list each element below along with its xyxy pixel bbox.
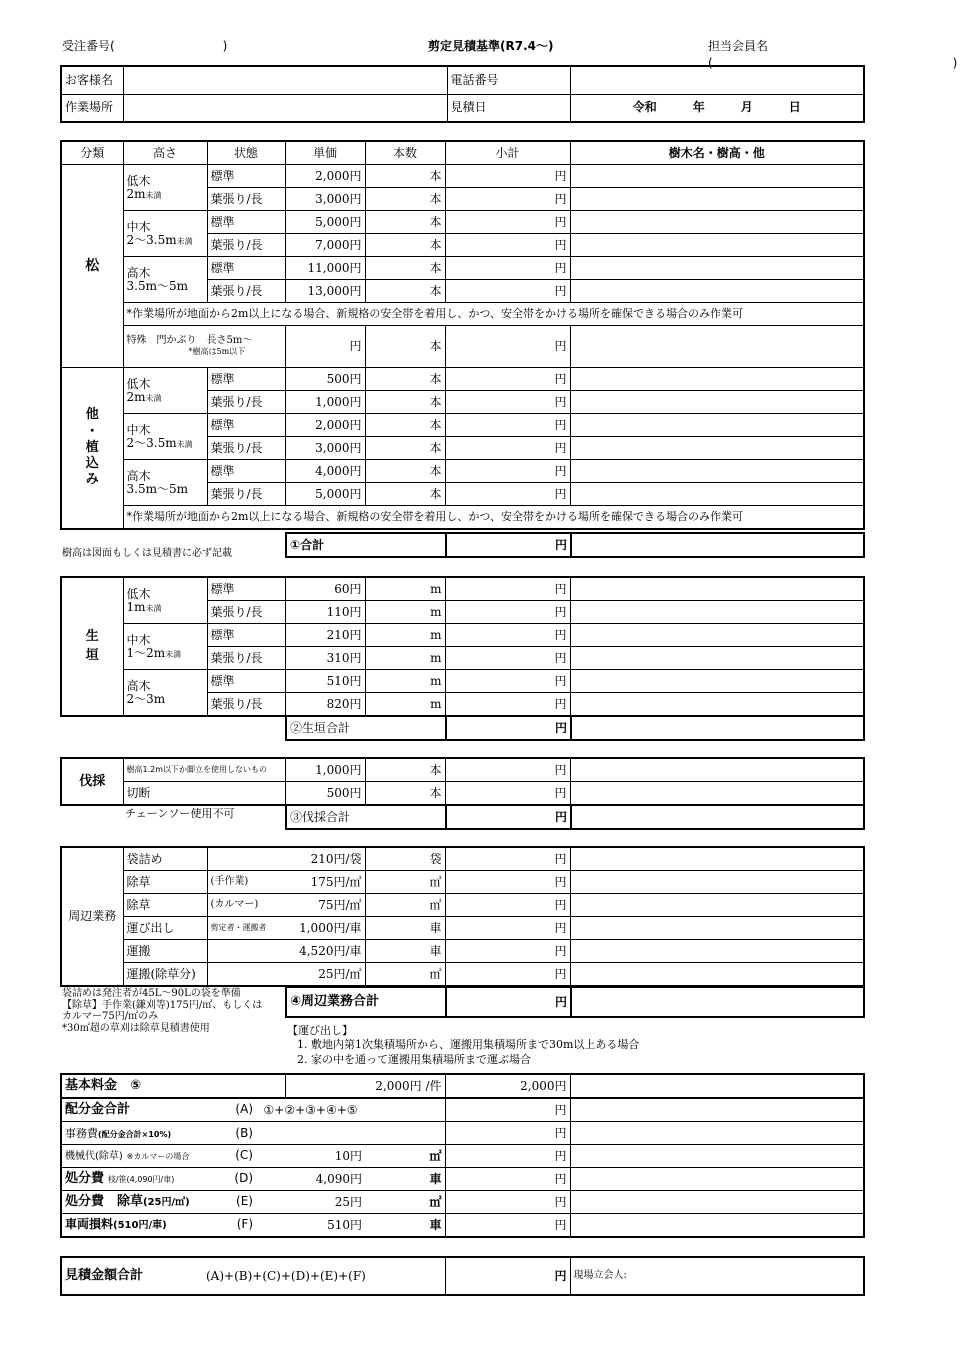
customer-info-table (60, 65, 865, 123)
summary-value[interactable]: 円 (445, 1191, 570, 1214)
summary-label-cell (61, 1122, 256, 1145)
notes-cell[interactable] (570, 460, 864, 483)
count-cell[interactable]: 本 (365, 165, 445, 188)
price-cell: 2,000円 (285, 414, 365, 437)
subtotal-cell[interactable]: 円 (445, 483, 570, 506)
state-cell: 葉張り/長 (207, 391, 285, 414)
count-cell[interactable]: 本 (365, 391, 445, 414)
summary-value[interactable]: 円 (445, 1214, 570, 1238)
state-cell: 標準 (207, 624, 285, 647)
height-range: 2〜3.5m (126, 435, 177, 450)
notes-cell[interactable] (570, 1214, 864, 1238)
price-cell: 1,000円/車 (285, 917, 365, 940)
summary-label-cell (61, 1168, 256, 1191)
hedge-total-value[interactable]: 円 (446, 716, 571, 740)
category-char: 植 (85, 439, 99, 455)
peripheral-note: *30㎡超の草刈は除草見積書使用 (62, 1022, 210, 1034)
height-label: 高木 (126, 265, 151, 280)
felling-total-notes[interactable] (571, 805, 864, 829)
felling-row-label: 切断 (123, 782, 285, 806)
category-char: 垣 (85, 647, 99, 663)
subtotal-cell[interactable]: 円 (445, 437, 570, 460)
height-label: 中木 (126, 632, 151, 647)
summary-label: 機械代(除草) (65, 1151, 123, 1163)
total1-value[interactable]: 円 (446, 533, 571, 557)
summary-unit: ㎡ (365, 1191, 445, 1214)
subtotal-cell[interactable]: 円 (445, 963, 570, 987)
carry-title: 【運び出し】 (287, 1024, 353, 1037)
subtotal-cell[interactable]: 円 (445, 624, 570, 647)
height-range: 1〜2m (126, 645, 166, 660)
item-sub: 剪定者・運搬者 (207, 917, 285, 940)
felling-total-table (285, 804, 865, 830)
state-cell: 標準 (207, 165, 285, 188)
page-title: 剪定見積基準(R7.4〜) (428, 39, 554, 53)
summary-code: (C) (235, 1148, 253, 1163)
date-field[interactable]: 令和 年 月 日 (570, 94, 864, 122)
count-cell[interactable]: 車 (365, 917, 445, 940)
price-cell: 3,000円 (285, 188, 365, 211)
felling-total-value[interactable]: 円 (446, 805, 571, 829)
notes-cell[interactable] (570, 894, 864, 917)
price-cell: 500円 (285, 782, 365, 806)
subtotal-cell[interactable]: 円 (445, 326, 570, 368)
felling-table (60, 757, 865, 806)
state-cell: 標準 (207, 368, 285, 391)
height-range: 2m (126, 389, 146, 404)
state-cell: 葉張り/長 (207, 483, 285, 506)
item-label: 除草 (123, 894, 207, 917)
summary-code: (F) (236, 1217, 253, 1232)
notes-cell[interactable] (570, 368, 864, 391)
notes-cell[interactable] (570, 693, 864, 717)
price-cell: 4,520円/車 (207, 940, 365, 963)
peripheral-total-label: ④周辺業務合計 (286, 987, 446, 1017)
phone-field[interactable] (570, 66, 864, 94)
special-text: 特殊 門かぶり 長さ5m〜 (126, 335, 253, 346)
hedge-total-table (285, 715, 865, 741)
item-label: 運搬 (123, 940, 207, 963)
subtotal-cell[interactable]: 円 (445, 391, 570, 414)
customer-label: お客様名 (61, 66, 123, 94)
summary-value[interactable]: 円 (445, 1098, 570, 1122)
height-tail: 未満 (145, 603, 162, 613)
base-fee-total: 2,000円 (445, 1074, 570, 1098)
carry-note: 1. 敷地内第1次集積場所から、運搬用集積場所まで30m以上ある場合 (297, 1038, 640, 1052)
price-cell: 11,000円 (285, 257, 365, 280)
col-notes: 樹木名・樹高・他 (570, 141, 864, 165)
item-label: 運び出し (123, 917, 207, 940)
count-cell[interactable]: 袋 (365, 847, 445, 871)
grand-total-table (60, 1256, 865, 1296)
col-category: 分類 (61, 141, 123, 165)
height-tail: 未満 (176, 439, 193, 449)
col-state: 状態 (207, 141, 285, 165)
count-cell[interactable]: m (365, 647, 445, 670)
summary-mid (256, 1122, 365, 1145)
item-label: 袋詰め (123, 847, 207, 871)
count-cell[interactable]: 本 (365, 437, 445, 460)
subtotal-cell[interactable]: 円 (445, 758, 570, 782)
total1-notes[interactable] (571, 533, 864, 557)
customer-field[interactable] (123, 66, 447, 94)
price-cell: 1,000円 (285, 391, 365, 414)
hedge-total-notes[interactable] (571, 716, 864, 740)
height-label: 低木 (126, 586, 151, 601)
subtotal-cell[interactable]: 円 (445, 368, 570, 391)
notes-cell[interactable] (570, 257, 864, 280)
height-tail: 未満 (165, 649, 182, 659)
total1-label: ①合計 (286, 533, 446, 557)
summary-label: 処分費 除草 (65, 1194, 144, 1210)
category-felling: 伐採 (61, 758, 123, 805)
notes-cell[interactable] (570, 601, 864, 624)
subtotal-cell[interactable]: 円 (445, 894, 570, 917)
summary-label-small: 枝/笹(4,090円/車) (107, 1175, 175, 1185)
price-cell: 75円/㎡ (285, 894, 365, 917)
hedge-table (60, 576, 865, 717)
witness-field[interactable]: 現場立会人: (570, 1257, 864, 1295)
height-cell (123, 165, 207, 211)
price-cell: 820円 (285, 693, 365, 717)
notes-cell[interactable] (570, 414, 864, 437)
peripheral-note: カルマー75円/㎡のみ (62, 1011, 159, 1022)
summary-value[interactable]: 円 (445, 1145, 570, 1168)
count-cell[interactable]: m (365, 577, 445, 601)
height-label: 低木 (126, 376, 151, 391)
tree-table (60, 140, 865, 530)
height-range: 1m (126, 599, 146, 614)
height-label: 高木 (126, 678, 151, 693)
subtotal-cell[interactable]: 円 (445, 460, 570, 483)
notes-cell[interactable] (570, 1191, 864, 1214)
safety-note: *作業場所が地面から2m以上になる場合、新規格の安全帯を着用し、かつ、安全帯をかける場所を確保できる場合のみ作業可 (123, 303, 864, 326)
state-cell: 標準 (207, 414, 285, 437)
summary-label-small: (配分金合計×10%) (98, 1129, 172, 1139)
count-cell[interactable]: 本 (365, 188, 445, 211)
category-char: ・ (85, 423, 99, 439)
price-cell: 4,000円 (285, 460, 365, 483)
col-price: 単価 (285, 141, 365, 165)
count-cell[interactable]: m (365, 670, 445, 693)
summary-mid: 25円 (256, 1191, 365, 1214)
total1-table (285, 532, 865, 558)
col-count: 本数 (365, 141, 445, 165)
price-cell: 5,000円 (285, 483, 365, 506)
category-char: 他 (85, 407, 99, 423)
category-peripheral: 周辺業務 (61, 847, 123, 986)
state-cell: 標準 (207, 577, 285, 601)
category-char: 生 (85, 629, 99, 645)
price-cell: 7,000円 (285, 234, 365, 257)
count-cell[interactable]: 本 (365, 234, 445, 257)
count-cell[interactable]: 車 (365, 940, 445, 963)
notes-cell[interactable] (570, 940, 864, 963)
state-cell: 葉張り/長 (207, 437, 285, 460)
height-label: 低木 (126, 173, 151, 188)
summary-label-cell (61, 1098, 256, 1122)
carry-note: 2. 家の中を通って運搬用集積場所まで運ぶ場合 (297, 1052, 531, 1066)
category-char: 込 (85, 456, 99, 472)
notes-cell[interactable] (570, 963, 864, 987)
member-name: 担当会員名( ) (708, 39, 958, 70)
price-cell: 1,000円 (285, 758, 365, 782)
subtotal-cell[interactable]: 円 (445, 670, 570, 693)
notes-cell[interactable] (570, 165, 864, 188)
notes-cell[interactable] (570, 437, 864, 460)
summary-table (60, 1073, 865, 1238)
height-label: 中木 (126, 422, 151, 437)
felling-total-label: ③伐採合計 (286, 805, 446, 829)
special-label (123, 326, 285, 368)
height-cell (123, 460, 207, 506)
category-hedge (61, 577, 123, 716)
height-range: 3.5m〜5m (126, 481, 188, 496)
notes-cell[interactable] (570, 280, 864, 303)
count-cell[interactable]: m (365, 693, 445, 717)
price-cell: 210円/袋 (207, 847, 365, 871)
order-number: 受注番号( ) (62, 39, 228, 53)
summary-label-cell (61, 1145, 256, 1168)
state-cell: 葉張り/長 (207, 647, 285, 670)
price-cell: 500円 (285, 368, 365, 391)
phone-label: 電話番号 (447, 66, 570, 94)
count-cell[interactable]: 本 (365, 280, 445, 303)
count-cell[interactable]: ㎡ (365, 894, 445, 917)
subtotal-cell[interactable]: 円 (445, 847, 570, 871)
count-cell[interactable]: 本 (365, 758, 445, 782)
price-cell: 2,000円 (285, 165, 365, 188)
price-cell: 310円 (285, 647, 365, 670)
date-label: 見積日 (447, 94, 570, 122)
summary-code: (E) (236, 1194, 253, 1209)
subtotal-cell[interactable]: 円 (445, 234, 570, 257)
height-cell (123, 670, 207, 717)
height-label: 中木 (126, 219, 151, 234)
notes-cell[interactable] (570, 624, 864, 647)
subtotal-cell[interactable]: 円 (445, 940, 570, 963)
count-cell[interactable]: ㎡ (365, 963, 445, 987)
notes-cell[interactable] (570, 1074, 864, 1098)
subtotal-cell[interactable]: 円 (445, 211, 570, 234)
summary-value[interactable]: 円 (445, 1168, 570, 1191)
col-subtotal: 小計 (445, 141, 570, 165)
summary-label-small: (25円/㎡) (143, 1197, 190, 1209)
height-cell (123, 368, 207, 414)
summary-code: (B) (235, 1125, 253, 1140)
notes-cell[interactable] (570, 483, 864, 506)
subtotal-cell[interactable]: 円 (445, 782, 570, 806)
summary-mid: 510円 (256, 1214, 365, 1238)
notes-cell[interactable] (570, 758, 864, 782)
summary-label: 事務費 (65, 1126, 98, 1140)
price-cell: 25円/㎡ (207, 963, 365, 987)
notes-cell[interactable] (570, 391, 864, 414)
felling-row-label: 樹高1.2m以下か脚立を使用しないもの (123, 758, 285, 782)
count-cell[interactable]: 本 (365, 368, 445, 391)
notes-cell[interactable] (570, 326, 864, 368)
notes-cell[interactable] (570, 234, 864, 257)
price-cell: 510円 (285, 670, 365, 693)
count-cell[interactable]: 本 (365, 483, 445, 506)
peripheral-note: 袋詰めは発注者が45L〜90Lの袋を準備 (62, 988, 241, 999)
hedge-total-label: ②生垣合計 (286, 716, 446, 740)
price-cell: 110円 (285, 601, 365, 624)
site-label: 作業場所 (61, 94, 123, 122)
notes-cell[interactable] (570, 1122, 864, 1145)
subtotal-cell[interactable]: 円 (445, 165, 570, 188)
subtotal-cell[interactable]: 円 (445, 871, 570, 894)
peripheral-note: 【除草】手作業(鎌刈等)175円/㎡、もしくは (62, 999, 263, 1011)
price-cell: 13,000円 (285, 280, 365, 303)
state-cell: 葉張り/長 (207, 188, 285, 211)
state-cell: 標準 (207, 460, 285, 483)
price-cell: 60円 (285, 577, 365, 601)
height-tail: 未満 (176, 236, 193, 246)
summary-unit (365, 1122, 445, 1145)
grand-total-label: 見積金額合計 (61, 1257, 203, 1295)
summary-label: 配分金合計 (65, 1102, 131, 1118)
count-cell[interactable]: m (365, 624, 445, 647)
subtotal-cell[interactable]: 円 (445, 188, 570, 211)
height-cell (123, 577, 207, 624)
notes-cell[interactable] (570, 1168, 864, 1191)
price-cell: 210円 (285, 624, 365, 647)
peripheral-total-notes[interactable] (571, 987, 864, 1017)
height-label: 高木 (126, 468, 151, 483)
summary-label-small: ※カルマーの場合 (126, 1152, 190, 1162)
summary-label-small: (510円/車) (113, 1220, 167, 1232)
notes-cell[interactable] (570, 1145, 864, 1168)
summary-mid: 10円 (256, 1145, 365, 1168)
summary-unit: 車 (365, 1214, 445, 1238)
summary-label: 車両損料 (65, 1217, 114, 1232)
state-cell: 葉張り/長 (207, 280, 285, 303)
height-tail: 未満 (145, 190, 162, 200)
summary-unit: 車 (365, 1168, 445, 1191)
notes-cell[interactable] (570, 847, 864, 871)
notes-cell[interactable] (570, 188, 864, 211)
grand-total-value[interactable]: 円 (445, 1257, 570, 1295)
count-cell[interactable]: 本 (365, 460, 445, 483)
subtotal-cell[interactable]: 円 (445, 693, 570, 717)
subtotal-cell[interactable]: 円 (445, 577, 570, 601)
price-cell: 175円/㎡ (285, 871, 365, 894)
peripheral-table (60, 846, 865, 987)
site-field[interactable] (123, 94, 447, 122)
count-cell[interactable]: 本 (365, 257, 445, 280)
base-fee-label: 基本料金 ⑤ (61, 1074, 285, 1098)
summary-label-cell (61, 1214, 256, 1238)
height-range: 2m (126, 186, 146, 201)
safety-note: *作業場所が地面から2m以上になる場合、新規格の安全帯を着用し、かつ、安全帯をかける場所を確保できる場合のみ作業可 (123, 506, 864, 530)
subtotal-cell[interactable]: 円 (445, 280, 570, 303)
notes-cell[interactable] (570, 917, 864, 940)
notes-cell[interactable] (570, 211, 864, 234)
height-range: 2〜3m (126, 691, 166, 706)
height-cell (123, 624, 207, 670)
summary-value[interactable]: 円 (445, 1122, 570, 1145)
category-pine: 松 (61, 165, 123, 368)
count-cell[interactable]: 本 (365, 414, 445, 437)
special-sub: *樹高は5m以下 (188, 346, 246, 356)
height-range: 3.5m〜5m (126, 278, 188, 293)
col-height: 高さ (123, 141, 207, 165)
carry-notes (287, 1024, 639, 1067)
state-cell: 葉張り/長 (207, 693, 285, 717)
summary-label-cell (61, 1191, 256, 1214)
notes-cell[interactable] (570, 871, 864, 894)
height-cell (123, 257, 207, 303)
height-cell (123, 414, 207, 460)
price-cell: 3,000円 (285, 437, 365, 460)
summary-label: 処分費 (65, 1171, 105, 1187)
height-note: 樹高は図面もしくは見積書に必ず記載 (62, 548, 232, 559)
state-cell: 標準 (207, 670, 285, 693)
grand-total-formula: (A)+(B)+(C)+(D)+(E)+(F) (203, 1257, 445, 1295)
notes-cell[interactable] (570, 670, 864, 693)
subtotal-cell[interactable]: 円 (445, 917, 570, 940)
subtotal-cell[interactable]: 円 (445, 647, 570, 670)
summary-mid: ①+②+③+④+⑤ (256, 1098, 365, 1122)
notes-cell[interactable] (570, 1098, 864, 1122)
peripheral-total-table (285, 986, 865, 1018)
base-fee-price: 2,000円 /件 (285, 1074, 445, 1098)
summary-code: (A) (235, 1102, 253, 1117)
item-sub: (カルマー) (207, 894, 285, 917)
category-char: み (85, 472, 99, 488)
count-cell[interactable]: m (365, 601, 445, 624)
notes-cell[interactable] (570, 577, 864, 601)
state-cell: 標準 (207, 257, 285, 280)
peripheral-notes (62, 988, 262, 1034)
count-cell[interactable]: 本 (365, 782, 445, 806)
summary-code: (D) (234, 1171, 253, 1186)
category-other (61, 368, 123, 530)
subtotal-cell[interactable]: 円 (445, 601, 570, 624)
summary-mid: 4,090円 (256, 1168, 365, 1191)
peripheral-total-value[interactable]: 円 (446, 987, 571, 1017)
chainsaw-note: チェーンソー使用不可 (125, 807, 235, 820)
notes-cell[interactable] (570, 647, 864, 670)
price-cell[interactable]: 円 (285, 326, 365, 368)
height-cell (123, 211, 207, 257)
state-cell: 標準 (207, 211, 285, 234)
height-tail: 未満 (145, 393, 162, 403)
item-sub: (手作業) (207, 871, 285, 894)
count-cell[interactable]: 本 (365, 326, 445, 368)
price-cell: 5,000円 (285, 211, 365, 234)
summary-unit (365, 1098, 445, 1122)
count-cell[interactable]: ㎡ (365, 871, 445, 894)
subtotal-cell[interactable]: 円 (445, 257, 570, 280)
state-cell: 葉張り/長 (207, 601, 285, 624)
height-range: 2〜3.5m (126, 232, 177, 247)
item-label: 除草 (123, 871, 207, 894)
state-cell: 葉張り/長 (207, 234, 285, 257)
notes-cell[interactable] (570, 782, 864, 806)
count-cell[interactable]: 本 (365, 211, 445, 234)
item-label: 運搬(除草分) (123, 963, 207, 987)
summary-unit: ㎡ (365, 1145, 445, 1168)
subtotal-cell[interactable]: 円 (445, 414, 570, 437)
